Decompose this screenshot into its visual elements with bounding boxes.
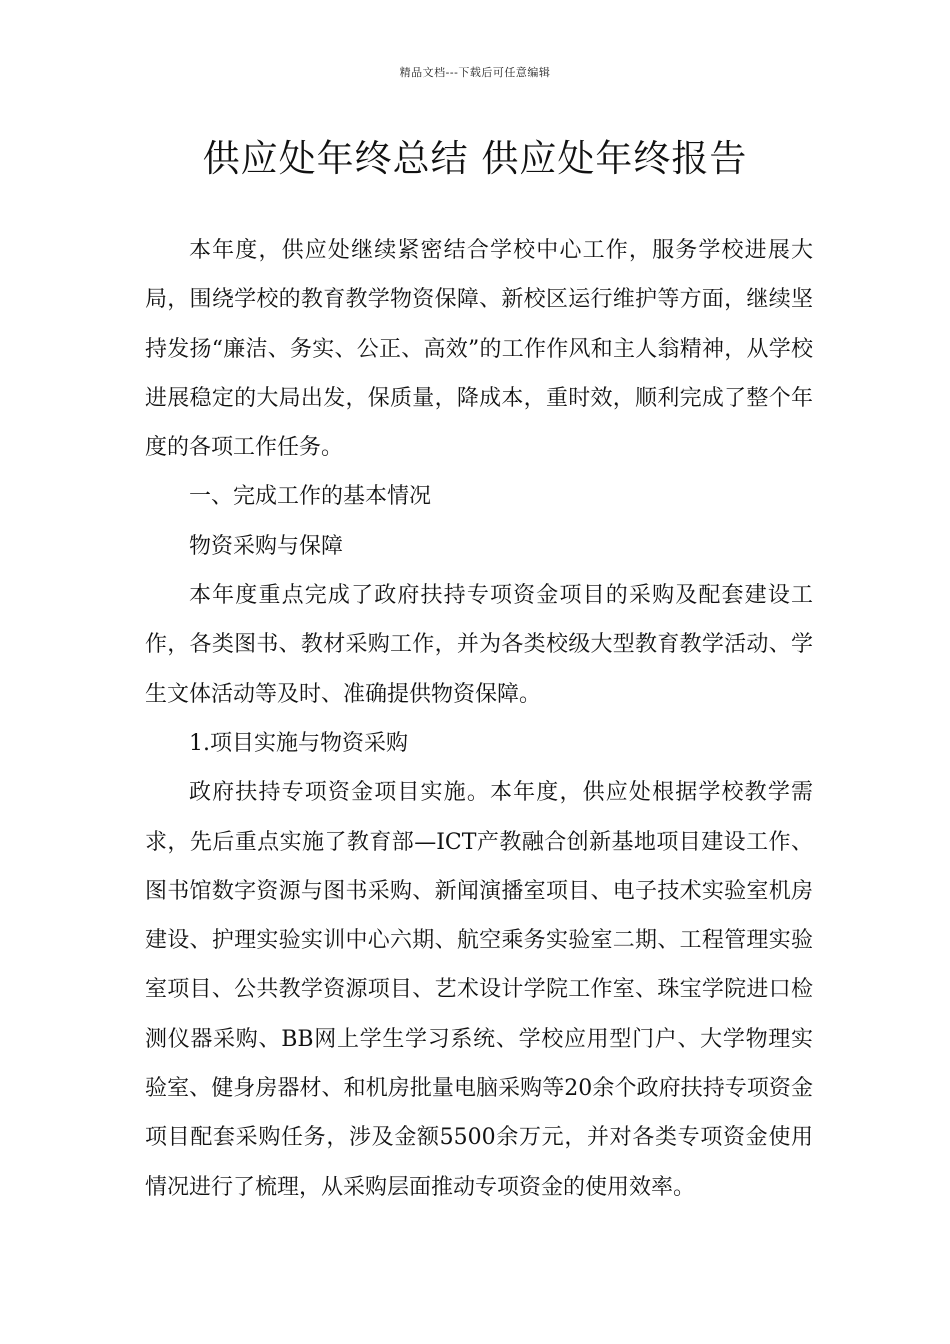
paragraph-procurement: 本年度重点完成了政府扶持专项资金项目的采购及配套建设工作，各类图书、教材采购工作，并为各类校级大型教育教学活动、学生文体活动等及时、准确提供物资保障。 [145,583,813,707]
document-body [145,226,813,1212]
section-heading: 一、完成工作的基本情况 [189,484,432,510]
header-note: 精品文档---下载后可任意编辑 [399,66,551,79]
subsection-heading: 物资采购与保障 [189,533,344,559]
document-title: 供应处年终总结 供应处年终报告 [202,137,748,180]
paragraph-intro: 本年度，供应处继续紧密结合学校中心工作，服务学校进展大局，围绕学校的教育教学物资保障、新校区运行维护等方面，继续坚持发扬“廉洁、务实、公正、高效”的工作作风和主人翁精神，从学校进展稳定的大局出发，保质量，降成本，重时效，顺利完成了整个年度的各项工作任务。 [145,238,813,461]
item-heading: 1.项目实施与物资采购 [189,730,408,756]
paragraph-projects: 政府扶持专项资金项目实施。本年度，供应处根据学校教学需求，先后重点实施了教育部—ICT产教融合创新基地项目建设工作、图书馆数字资源与图书采购、新闻演播室项目、电子技术实验室机房建设、护理实验实训中心六期、航空乘务实验室二期、工程管理实验室项目、公共教学资源项目、艺术设计学院工作室、珠宝学院进口检测仪器采购、BB网上学生学习系统、学校应用型门户、大学物理实验室、健身房器材、和机房批量电脑采购等20余个政府扶持专项资金项目配套采购任务，涉及金额5500余万元，并对各类专项资金使用情况进行了梳理，从采购层面推动专项资金的使用效率。 [145,780,813,1200]
